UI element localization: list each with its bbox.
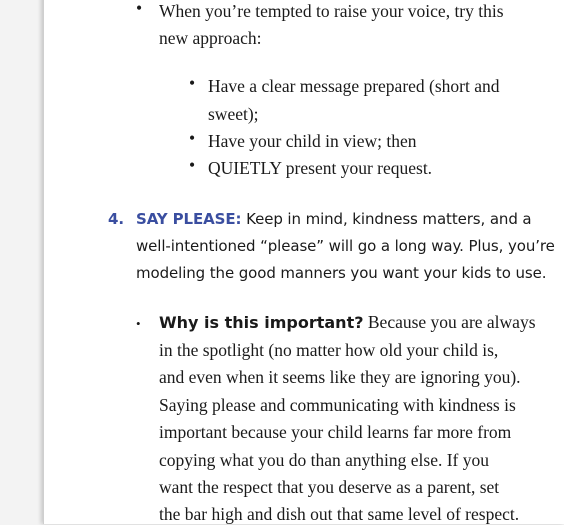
bullet-marker: • bbox=[189, 155, 196, 175]
step-number: 4. bbox=[108, 210, 124, 228]
why-heading: Why is this important? bbox=[159, 313, 364, 332]
bullet-marker: • bbox=[136, 0, 143, 18]
why-text: Because you are always bbox=[363, 312, 536, 332]
list-item-line: sweet); bbox=[208, 104, 259, 124]
bullet-marker: • bbox=[189, 73, 196, 93]
list-item-line: Have your child in view; then bbox=[208, 131, 417, 151]
step-heading-line bbox=[136, 210, 532, 228]
paragraph-line: important because your child learns far more from bbox=[159, 422, 512, 442]
bullet-marker: • bbox=[189, 128, 196, 148]
step-text-line: well-intentioned “please” will go a long way. Plus, you’re bbox=[136, 237, 555, 255]
document-page bbox=[43, 0, 564, 524]
paragraph-line: want the respect that you deserve as a parent, set bbox=[159, 477, 500, 497]
step-text: Keep in mind, kindness matters, and a bbox=[241, 210, 532, 228]
step-text-line: modeling the good manners you want your kids to use. bbox=[136, 264, 547, 282]
list-item-line: QUIETLY present your request. bbox=[208, 158, 433, 178]
list-item-line: Have a clear message prepared (short and bbox=[208, 76, 500, 96]
paragraph-line: When you’re tempted to raise your voice, try this bbox=[159, 1, 504, 21]
paragraph-line: new approach: bbox=[159, 28, 262, 48]
why-heading-line bbox=[159, 312, 536, 333]
paragraph-line: copying what you do than anything else. If you bbox=[159, 450, 490, 470]
paragraph-line: in the spotlight (no matter how old your child is, bbox=[159, 340, 499, 360]
paragraph-line: and even when it seems like they are ignoring you). bbox=[159, 367, 521, 387]
step-heading: SAY PLEASE: bbox=[136, 210, 242, 228]
paragraph-line: the bar high and dish out that same level of respect. bbox=[159, 504, 520, 524]
bullet-marker: • bbox=[136, 316, 141, 331]
paragraph-line: Saying please and communicating with kindness is bbox=[159, 395, 516, 415]
